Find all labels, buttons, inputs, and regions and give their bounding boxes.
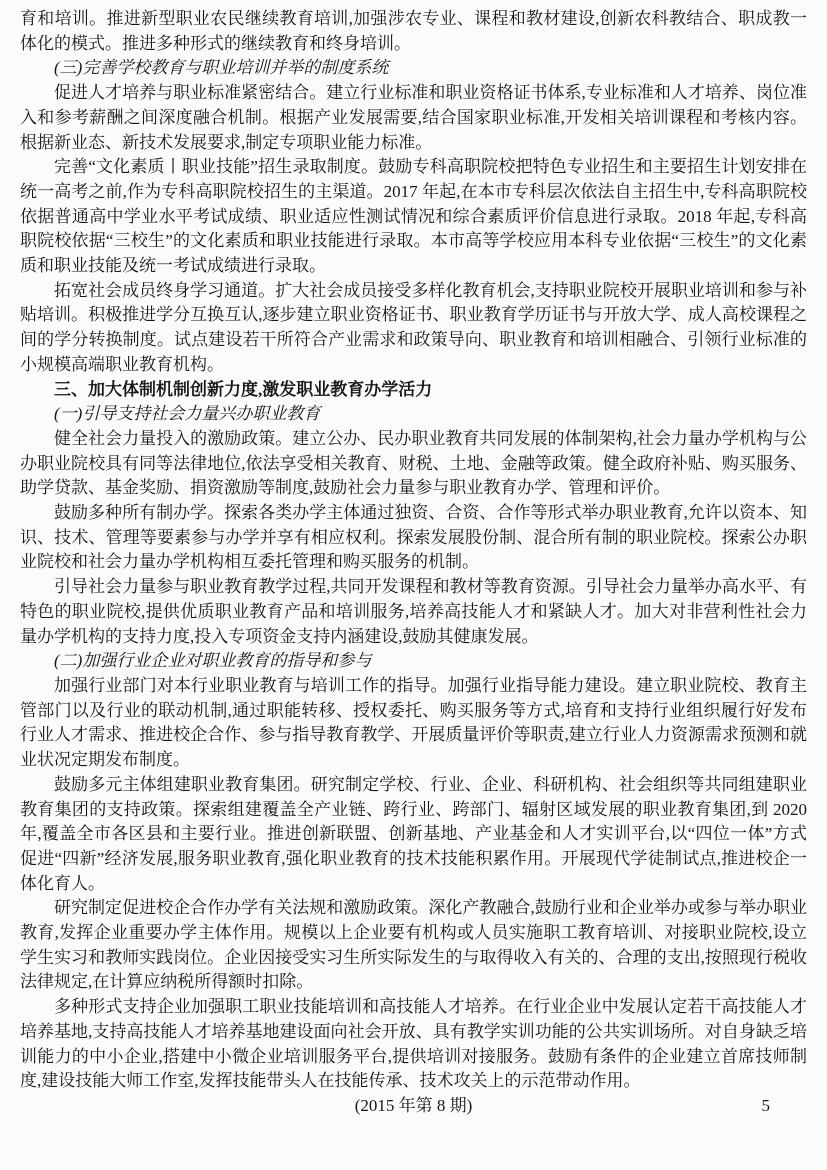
section-heading-3: (三)完善学校教育与职业培训并举的制度系统 <box>54 58 389 78</box>
paragraph: 健全社会力量投入的激励政策。建立公办、民办职业教育共同发展的体制架构,社会力量办学机构与公办职业院校具有同等法律地位,依法享受相关教育、财税、土地、金融等政策。健全政府补贴、购买服务、助学贷款、基金奖励、捐资激励等制度,鼓励社会力量参与职业教育办学、管理和评价。 <box>20 428 807 498</box>
paragraph: 引导社会力量参与职业教育教学过程,共同开发课程和教材等教育资源。引导社会力量举办高水平、有特色的职业院校,提供优质职业教育产品和培训服务,培养高技能人才和紧缺人才。加大对非营利性社会力量办学机构的支持力度,投入专项资金支持内涵建设,鼓励其健康发展。 <box>20 577 807 646</box>
footer-issue-label: (2015 年第 8 期) <box>354 1095 473 1115</box>
paragraph: 鼓励多种所有制办学。探索各类办学主体通过独资、合资、合作等形式举办职业教育,允许以资本、知识、技术、管理等要素参与办学并享有相应权利。探索发展股份制、混合所有制的职业院校。探索公办职业院校和社会力量办学机构相互委托管理和购买服务的机制。 <box>20 503 807 572</box>
paragraph: 鼓励多元主体组建职业教育集团。研究制定学校、行业、企业、科研机构、社会组织等共同组建职业教育集团的支持政策。探索组建覆盖全产业链、跨行业、跨部门、辐射区域发展的职业教育集团,到 2020 年,覆盖全市各区县和主要行业。推进创新联盟、创新基地、产业基金和人才实训平台,以“四位一体”方式促进“四新”经济发展,服务职业教育,强化职业教育的技术技能积累作用。开展现代学徒制试点,推进校企一体化育人。 <box>20 774 807 893</box>
paragraph: 加强行业部门对本行业职业教育与培训工作的指导。加强行业指导能力建设。建立职业院校、教育主管部门以及行业的联动机制,通过职能转移、授权委托、购买服务等方式,培育和支持行业组织履行好发布行业人才需求、推进校企合作、参与指导教育教学、开展质量评价等职责,建立行业人力资源需求预测和就业状况定期发布制度。 <box>20 675 807 770</box>
page-number: 5 <box>761 1095 770 1115</box>
chapter-heading: 三、加大体制机制创新力度,激发职业教育办学活力 <box>54 379 433 399</box>
section-heading-2: (二)加强行业企业对职业教育的指导和参与 <box>54 651 372 671</box>
footer <box>20 1094 807 1119</box>
paragraph-continuation: 育和培训。推进新型职业农民继续教育培训,加强涉农专业、课程和教材建设,创新农科教结合、职成教一体化的模式。推进多种形式的继续教育和终身培训。 <box>20 9 807 53</box>
paragraph: 促进人才培养与职业标准紧密结合。建立行业标准和职业资格证书体系,专业标准和人才培养、岗位准入和参考薪酬之间深度融合机制。根据产业发展需要,结合国家职业标准,开发相关培训课程和考核内容。根据新业态、新技术发展要求,制定专项职业能力标准。 <box>20 83 807 152</box>
section-heading-1: (一)引导支持社会力量兴办职业教育 <box>54 404 321 424</box>
paragraph: 完善“文化素质丨职业技能”招生录取制度。鼓励专科高职院校把特色专业招生和主要招生计划安排在统一高考之前,作为专科高职院校招生的主渠道。2017 年起,在本市专科层次依法自主招生中,专科高职院校依据普通高中学业水平考试成绩、职业适应性测试情况和综合素质评价信息进行录取。2018 年起,专科高职院校依据“三校生”的文化素质和职业技能进行录取。本市高等学校应用本科专业依据“三校生”的文化素质和职业技能及统一考试成绩进行录取。 <box>20 157 807 276</box>
paragraph: 拓宽社会成员终身学习通道。扩大社会成员接受多样化教育机会,支持职业院校开展职业培训和参与补贴培训。积极推进学分互换互认,逐步建立职业资格证书、职业教育学历证书与开放大学、成人高校课程之间的学分转换制度。试点建设若干所符合产业需求和政策导向、职业教育和培训相融合、引领行业标准的小规模高端职业教育机构。 <box>20 280 807 374</box>
paragraph: 研究制定促进校企合作办学有关法规和激励政策。深化产教融合,鼓励行业和企业举办或参与举办职业教育,发挥企业重要办学主体作用。规模以上企业要有机构或人员实施职工教育培训、对接职业院校,设立学生实习和教师实践岗位。企业因接受实习生所实际发生的与取得收入有关的、合理的支出,按照现行税收法律规定,在计算应纳税所得额时扣除。 <box>20 898 807 992</box>
paragraph: 多种形式支持企业加强职工职业技能培训和高技能人才培养。在行业企业中发展认定若干高技能人才培养基地,支持高技能人才培养基地建设面向社会开放、具有教学实训功能的公共实训场所。对自身缺乏培训能力的中小企业,搭建中小微企业培训服务平台,提供培训对接服务。鼓励有条件的企业建立首席技师制度,建设技能大师工作室,发挥技能带头人在技能传承、技术攻关上的示范带动作用。 <box>20 997 807 1091</box>
